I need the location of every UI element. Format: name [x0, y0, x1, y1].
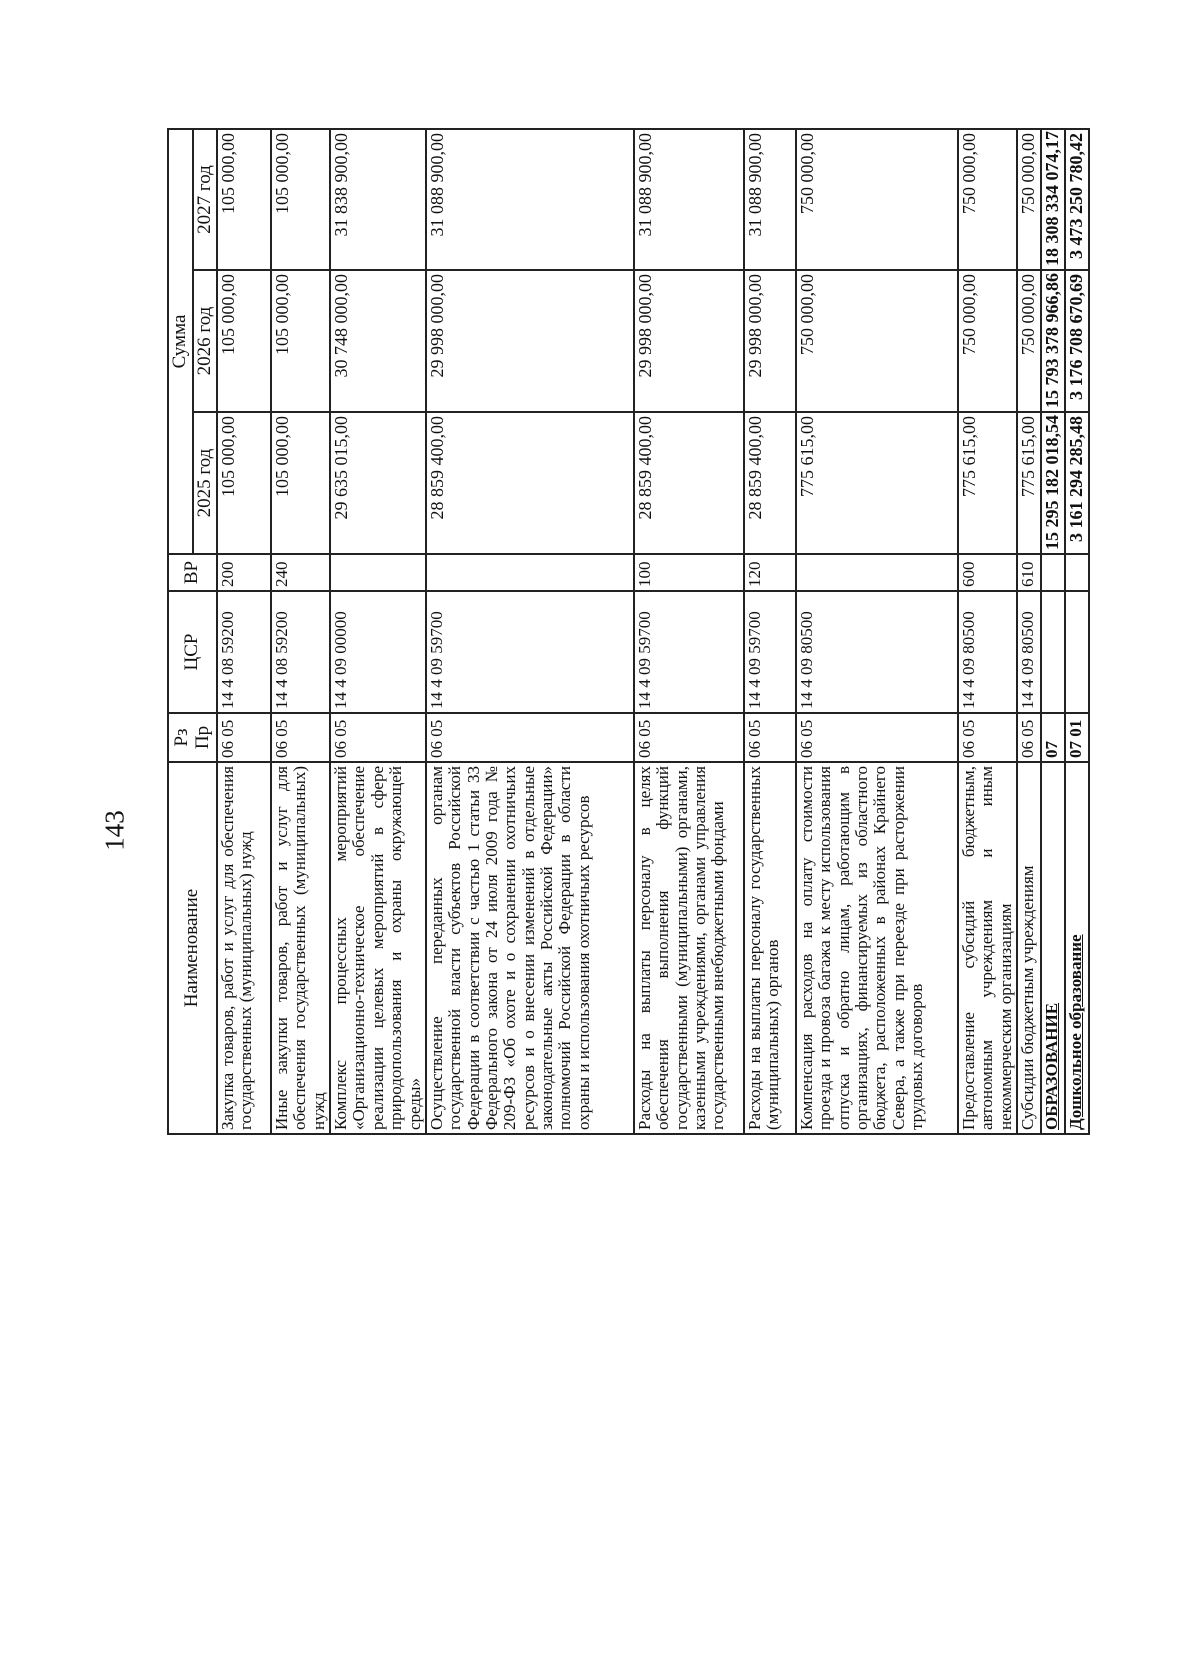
row-sum-2026: 750 000,00 [1017, 270, 1041, 412]
row-csr: 14 4 09 59700 [426, 591, 634, 713]
header-year-2026: 2026 год [193, 270, 218, 412]
row-sum-2026: 105 000,00 [271, 270, 330, 412]
row-rz-pr: 06 05 [744, 713, 796, 762]
table-row [426, 129, 634, 1134]
row-sum-2025: 29 635 015,00 [330, 412, 426, 554]
table-row [271, 129, 330, 1134]
row-sum-2027: 31 088 900,00 [426, 129, 634, 270]
row-name: Дошкольное образование [1065, 762, 1089, 1134]
table-row [796, 129, 958, 1134]
header-name: Наименование [168, 762, 217, 1134]
header-vr: ВР [168, 554, 217, 591]
page-number: 143 [99, 810, 130, 851]
row-sum-2025: 775 615,00 [1017, 412, 1041, 554]
table-row [634, 129, 744, 1134]
row-sum-2025: 28 859 400,00 [744, 412, 796, 554]
row-rz-pr: 06 05 [271, 713, 330, 762]
row-rz-pr: 06 05 [796, 713, 958, 762]
table-row [1041, 129, 1065, 1134]
row-vr: 100 [634, 554, 744, 591]
row-rz-pr: 06 05 [330, 713, 426, 762]
header-year-2027: 2027 год [193, 129, 218, 270]
row-sum-2025: 775 615,00 [958, 412, 1017, 554]
budget-table [167, 128, 1090, 1135]
row-sum-2026: 105 000,00 [217, 270, 271, 412]
row-name: Предоставление субсидий бюджетным, автономным учреждениям и иным некоммерческим организациям [958, 762, 1017, 1134]
table-row [1017, 129, 1041, 1134]
row-sum-2025: 775 615,00 [796, 412, 958, 554]
row-rz-pr: 06 05 [217, 713, 271, 762]
row-name: Закупка товаров, работ и услуг для обеспечения государственных (муниципальных) нужд [217, 762, 271, 1134]
row-csr: 14 4 09 59700 [634, 591, 744, 713]
table-body [217, 129, 1089, 1134]
row-sum-2026: 29 998 000,00 [634, 270, 744, 412]
row-sum-2026: 30 748 000,00 [330, 270, 426, 412]
row-vr [1041, 554, 1065, 591]
row-vr [426, 554, 634, 591]
header-row-1 [168, 129, 193, 1134]
row-vr [330, 554, 426, 591]
row-vr: 610 [1017, 554, 1041, 591]
row-vr: 120 [744, 554, 796, 591]
row-name: Расходы на выплаты персоналу в целях обеспечения выполнения функций государственными (муниципальными) органами, казенными учреждениями, органами управления государственными внебюджетными фондами [634, 762, 744, 1134]
row-sum-2026: 750 000,00 [796, 270, 958, 412]
row-sum-2025: 105 000,00 [271, 412, 330, 554]
row-name: ОБРАЗОВАНИЕ [1041, 762, 1065, 1134]
row-csr: 14 4 09 80500 [796, 591, 958, 713]
row-sum-2026: 15 793 378 966,86 [1041, 270, 1065, 412]
row-rz-pr: 07 01 [1065, 713, 1089, 762]
header-rz-pr: Рз Пр [168, 713, 217, 762]
table-row [217, 129, 271, 1134]
row-csr: 14 4 09 80500 [1017, 591, 1041, 713]
header-sum: Сумма [168, 129, 193, 554]
row-name: Комплекс процессных мероприятий «Организационно-техническое обеспечение реализации целевых мероприятий в сфере природопользования и охраны окружающей среды» [330, 762, 426, 1134]
header-csr: ЦСР [168, 591, 217, 713]
row-sum-2027: 31 088 900,00 [634, 129, 744, 270]
table-row [1065, 129, 1089, 1134]
row-sum-2027: 105 000,00 [271, 129, 330, 270]
row-sum-2026: 29 998 000,00 [426, 270, 634, 412]
row-sum-2025: 3 161 294 285,48 [1065, 412, 1089, 554]
row-rz-pr: 06 05 [426, 713, 634, 762]
row-name: Компенсация расходов на оплату стоимости проезда и провоза багажа к месту использования отпуска и обратно лицам, работающим в организациях, финансируемых из областного бюджета, расположенных в районах Крайнего Севера, а также при переезде при расторжении трудовых договоров [796, 762, 958, 1134]
row-sum-2025: 15 295 182 018,54 [1041, 412, 1065, 554]
row-sum-2027: 3 473 250 780,42 [1065, 129, 1089, 270]
header-year-2025: 2025 год [193, 412, 218, 554]
table-row [744, 129, 796, 1134]
row-vr [796, 554, 958, 591]
row-sum-2027: 105 000,00 [217, 129, 271, 270]
row-rz-pr: 07 [1041, 713, 1065, 762]
row-sum-2027: 31 838 900,00 [330, 129, 426, 270]
row-name: Осуществление переданных органам государственной власти субъектов Российской Федерации в соответствии с частью 1 статьи 33 Федерального закона от 24 июля 2009 года № 209-ФЗ «Об охоте и о сохранении охотничьих ресурсов и о внесении изменений в отдельные законодательные акты Российской Федерации» полномочий Российской Федерации в области охраны и использования охотничьих ресурсов [426, 762, 634, 1134]
row-rz-pr: 06 05 [958, 713, 1017, 762]
row-sum-2027: 750 000,00 [958, 129, 1017, 270]
row-sum-2025: 28 859 400,00 [634, 412, 744, 554]
row-csr: 14 4 09 80500 [958, 591, 1017, 713]
row-vr: 200 [217, 554, 271, 591]
row-sum-2026: 3 176 708 670,69 [1065, 270, 1089, 412]
row-sum-2025: 28 859 400,00 [426, 412, 634, 554]
row-name: Иные закупки товаров, работ и услуг для обеспечения государственных (муниципальных) нужд [271, 762, 330, 1134]
budget-table-container [167, 130, 1086, 1135]
row-vr [1065, 554, 1089, 591]
row-csr: 14 4 09 00000 [330, 591, 426, 713]
row-sum-2027: 750 000,00 [1017, 129, 1041, 270]
row-name: Расходы на выплаты персоналу государственных (муниципальных) органов [744, 762, 796, 1134]
row-csr: 14 4 09 59700 [744, 591, 796, 713]
table-row [330, 129, 426, 1134]
row-rz-pr: 06 05 [634, 713, 744, 762]
row-csr [1041, 591, 1065, 713]
row-sum-2026: 29 998 000,00 [744, 270, 796, 412]
row-sum-2026: 750 000,00 [958, 270, 1017, 412]
row-sum-2027: 750 000,00 [796, 129, 958, 270]
table-row [958, 129, 1017, 1134]
row-vr: 600 [958, 554, 1017, 591]
row-name: Субсидии бюджетным учреждениям [1017, 762, 1041, 1134]
row-csr: 14 4 08 59200 [271, 591, 330, 713]
row-rz-pr: 06 05 [1017, 713, 1041, 762]
row-sum-2025: 105 000,00 [217, 412, 271, 554]
row-csr: 14 4 08 59200 [217, 591, 271, 713]
row-sum-2027: 18 308 334 074,17 [1041, 129, 1065, 270]
row-csr [1065, 591, 1089, 713]
row-vr: 240 [271, 554, 330, 591]
row-sum-2027: 31 088 900,00 [744, 129, 796, 270]
